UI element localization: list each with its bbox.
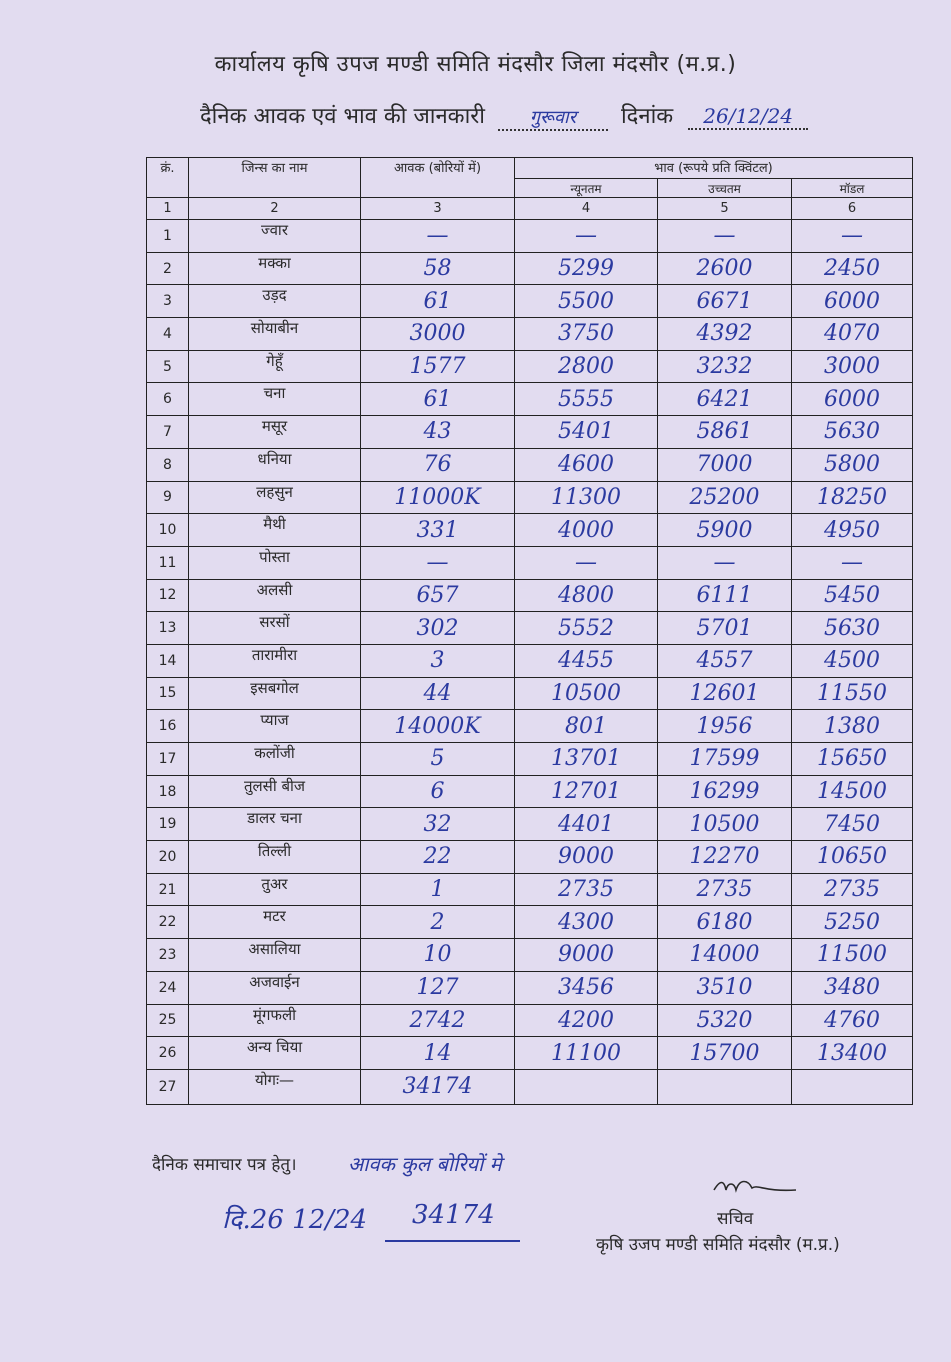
min-price: 10500	[515, 677, 658, 710]
footer-note: दैनिक समाचार पत्र हेतु।	[152, 1155, 297, 1175]
handwritten-underline	[385, 1240, 520, 1242]
commodity-name: गेहूँ	[189, 350, 361, 383]
header-commodity: जिन्स का नाम	[189, 158, 361, 198]
modal-price: 10650	[792, 841, 913, 874]
min-price: 5552	[515, 612, 658, 645]
arrival-value: 61	[361, 285, 515, 318]
table-row	[147, 514, 913, 547]
modal-price: 3480	[792, 971, 913, 1004]
modal-price: 15650	[792, 743, 913, 776]
table-row	[147, 710, 913, 743]
row-sn: 26	[147, 1037, 189, 1070]
row-sn: 18	[147, 775, 189, 808]
table-row	[147, 743, 913, 776]
commodity-name: पोस्ता	[189, 546, 361, 579]
max-price: 16299	[658, 775, 792, 808]
max-price: —	[658, 220, 792, 253]
table-row	[147, 939, 913, 972]
commodity-name: तिल्ली	[189, 841, 361, 874]
max-price: 12601	[658, 677, 792, 710]
max-price: 5701	[658, 612, 792, 645]
modal-price: 7450	[792, 808, 913, 841]
commodity-name: सरसों	[189, 612, 361, 645]
commodity-name: मैथी	[189, 514, 361, 547]
commodity-name: मक्का	[189, 252, 361, 285]
signatory-office: कृषि उजप मण्डी समिति मंदसौर (म.प्र.)	[596, 1235, 840, 1255]
empty-cell	[658, 1069, 792, 1104]
max-price: 3510	[658, 971, 792, 1004]
table-row	[147, 1004, 913, 1037]
min-price: 5299	[515, 252, 658, 285]
table-row	[147, 252, 913, 285]
row-sn: 8	[147, 448, 189, 481]
table-row	[147, 971, 913, 1004]
header-modal: मॉडल	[792, 179, 913, 198]
modal-price: 18250	[792, 481, 913, 514]
date-label: दिनांक	[620, 104, 674, 129]
max-price: 5861	[658, 416, 792, 449]
commodity-name: कलोंजी	[189, 743, 361, 776]
table-row	[147, 677, 913, 710]
commodity-name: मटर	[189, 906, 361, 939]
arrival-value: 14	[361, 1037, 515, 1070]
row-sn: 25	[147, 1004, 189, 1037]
header-min: न्यूनतम	[515, 179, 658, 198]
commodity-name: इसबगोल	[189, 677, 361, 710]
arrival-value: 1577	[361, 350, 515, 383]
table-row	[147, 841, 913, 874]
header-sn: क्रं.	[147, 158, 189, 198]
max-price: 10500	[658, 808, 792, 841]
min-price: 2735	[515, 873, 658, 906]
arrival-value: 43	[361, 416, 515, 449]
row-sn: 9	[147, 481, 189, 514]
max-price: 6421	[658, 383, 792, 416]
row-sn: 4	[147, 318, 189, 351]
row-sn: 5	[147, 350, 189, 383]
row-sn: 12	[147, 579, 189, 612]
table-row	[147, 383, 913, 416]
arrival-value: 6	[361, 775, 515, 808]
arrival-value: 11000K	[361, 481, 515, 514]
arrival-value: 2	[361, 906, 515, 939]
modal-price: 13400	[792, 1037, 913, 1070]
min-price: 9000	[515, 841, 658, 874]
table-row	[147, 1037, 913, 1070]
commodity-name: मूंगफली	[189, 1004, 361, 1037]
modal-price: 4760	[792, 1004, 913, 1037]
max-price: 6111	[658, 579, 792, 612]
min-price: 3456	[515, 971, 658, 1004]
row-sn: 19	[147, 808, 189, 841]
row-sn: 3	[147, 285, 189, 318]
office-title: कार्यालय कृषि उपज मण्डी समिति मंदसौर जिला मंदसौर (म.प्र.)	[214, 52, 737, 77]
min-price: 4401	[515, 808, 658, 841]
modal-price: 5630	[792, 612, 913, 645]
handwritten-total: 34174	[412, 1200, 495, 1230]
modal-price: 5800	[792, 448, 913, 481]
table-row	[147, 448, 913, 481]
row-sn: 7	[147, 416, 189, 449]
table-row	[147, 906, 913, 939]
report-subtitle	[200, 100, 808, 131]
max-price: 5900	[658, 514, 792, 547]
commodity-name: अलसी	[189, 579, 361, 612]
min-price: 4300	[515, 906, 658, 939]
min-price: 5500	[515, 285, 658, 318]
min-price: 4000	[515, 514, 658, 547]
arrival-value: —	[361, 220, 515, 253]
arrival-value: 76	[361, 448, 515, 481]
max-price: 4392	[658, 318, 792, 351]
arrival-value: 10	[361, 939, 515, 972]
handwritten-date: दि.26 12/24	[222, 1205, 368, 1235]
modal-price: 11550	[792, 677, 913, 710]
row-sn: 13	[147, 612, 189, 645]
arrival-value: 127	[361, 971, 515, 1004]
table-row	[147, 285, 913, 318]
arrival-value: 14000K	[361, 710, 515, 743]
handwritten-arrival-label: आवक कुल बोरियों मे	[348, 1152, 502, 1176]
max-price: 14000	[658, 939, 792, 972]
commodity-name: धनिया	[189, 448, 361, 481]
row-sn: 2	[147, 252, 189, 285]
commodity-name: ज्वार	[189, 220, 361, 253]
arrival-value: 58	[361, 252, 515, 285]
max-price: 5320	[658, 1004, 792, 1037]
row-sn: 1	[147, 220, 189, 253]
report-date: 26/12/24	[688, 104, 808, 130]
report-day: गुरूवार	[498, 105, 608, 131]
col-number: 1	[147, 198, 189, 220]
commodity-name: अन्य चिया	[189, 1037, 361, 1070]
min-price: 5555	[515, 383, 658, 416]
arrival-value: 331	[361, 514, 515, 547]
column-number-row	[147, 198, 913, 220]
max-price: 25200	[658, 481, 792, 514]
signature-mark	[712, 1176, 798, 1198]
col-number: 6	[792, 198, 913, 220]
rates-table	[146, 157, 913, 1105]
arrival-value: 3000	[361, 318, 515, 351]
total-arrival: 34174	[361, 1069, 515, 1104]
modal-price: 4500	[792, 644, 913, 677]
min-price: 4800	[515, 579, 658, 612]
row-sn: 11	[147, 546, 189, 579]
arrival-value: —	[361, 546, 515, 579]
max-price: 1956	[658, 710, 792, 743]
max-price: 2735	[658, 873, 792, 906]
modal-price: 11500	[792, 939, 913, 972]
commodity-name: प्याज	[189, 710, 361, 743]
col-number: 5	[658, 198, 792, 220]
row-sn: 14	[147, 644, 189, 677]
modal-price: —	[792, 546, 913, 579]
table-row	[147, 318, 913, 351]
signatory-title: सचिव	[717, 1209, 754, 1229]
modal-price: 5630	[792, 416, 913, 449]
max-price: 6671	[658, 285, 792, 318]
row-sn: 17	[147, 743, 189, 776]
max-price: 12270	[658, 841, 792, 874]
row-sn: 24	[147, 971, 189, 1004]
arrival-value: 61	[361, 383, 515, 416]
total-label: योगः—	[189, 1069, 361, 1104]
row-sn: 10	[147, 514, 189, 547]
max-price: 7000	[658, 448, 792, 481]
min-price: —	[515, 546, 658, 579]
min-price: 12701	[515, 775, 658, 808]
max-price: 15700	[658, 1037, 792, 1070]
commodity-name: अजवाईन	[189, 971, 361, 1004]
commodity-name: लहसुन	[189, 481, 361, 514]
table-row	[147, 579, 913, 612]
row-sn: 22	[147, 906, 189, 939]
modal-price: 4070	[792, 318, 913, 351]
modal-price: 6000	[792, 383, 913, 416]
row-sn: 23	[147, 939, 189, 972]
commodity-name: मसूर	[189, 416, 361, 449]
min-price: —	[515, 220, 658, 253]
min-price: 3750	[515, 318, 658, 351]
modal-price: —	[792, 220, 913, 253]
row-sn: 21	[147, 873, 189, 906]
max-price: 3232	[658, 350, 792, 383]
commodity-name: सोयाबीन	[189, 318, 361, 351]
table-row	[147, 481, 913, 514]
arrival-value: 657	[361, 579, 515, 612]
arrival-value: 1	[361, 873, 515, 906]
commodity-name: उड़द	[189, 285, 361, 318]
arrival-value: 3	[361, 644, 515, 677]
table-row	[147, 612, 913, 645]
table-row	[147, 416, 913, 449]
modal-price: 5450	[792, 579, 913, 612]
min-price: 11100	[515, 1037, 658, 1070]
modal-price: 3000	[792, 350, 913, 383]
max-price: —	[658, 546, 792, 579]
commodity-name: असालिया	[189, 939, 361, 972]
header-max: उच्चतम	[658, 179, 792, 198]
total-row	[147, 1069, 913, 1104]
min-price: 4200	[515, 1004, 658, 1037]
table-row	[147, 350, 913, 383]
commodity-name: चना	[189, 383, 361, 416]
table-row	[147, 808, 913, 841]
row-sn: 6	[147, 383, 189, 416]
modal-price: 1380	[792, 710, 913, 743]
table-row	[147, 775, 913, 808]
empty-cell	[515, 1069, 658, 1104]
header-price-group: भाव (रूपये प्रति क्विंटल)	[515, 158, 913, 179]
col-number: 3	[361, 198, 515, 220]
arrival-value: 2742	[361, 1004, 515, 1037]
arrival-value: 5	[361, 743, 515, 776]
subtitle-prefix: दैनिक आवक एवं भाव की जानकारी	[200, 104, 485, 129]
max-price: 17599	[658, 743, 792, 776]
table-row	[147, 546, 913, 579]
arrival-value: 32	[361, 808, 515, 841]
commodity-name: डालर चना	[189, 808, 361, 841]
table-row	[147, 644, 913, 677]
min-price: 801	[515, 710, 658, 743]
modal-price: 2735	[792, 873, 913, 906]
total-sn: 27	[147, 1069, 189, 1104]
row-sn: 20	[147, 841, 189, 874]
modal-price: 2450	[792, 252, 913, 285]
commodity-name: तुलसी बीज	[189, 775, 361, 808]
modal-price: 5250	[792, 906, 913, 939]
min-price: 13701	[515, 743, 658, 776]
min-price: 9000	[515, 939, 658, 972]
empty-cell	[792, 1069, 913, 1104]
row-sn: 16	[147, 710, 189, 743]
min-price: 5401	[515, 416, 658, 449]
modal-price: 6000	[792, 285, 913, 318]
min-price: 11300	[515, 481, 658, 514]
max-price: 6180	[658, 906, 792, 939]
min-price: 2800	[515, 350, 658, 383]
table-row	[147, 873, 913, 906]
min-price: 4455	[515, 644, 658, 677]
row-sn: 15	[147, 677, 189, 710]
col-number: 2	[189, 198, 361, 220]
commodity-name: तुअर	[189, 873, 361, 906]
commodity-name: तारामीरा	[189, 644, 361, 677]
max-price: 2600	[658, 252, 792, 285]
table-row	[147, 220, 913, 253]
arrival-value: 22	[361, 841, 515, 874]
col-number: 4	[515, 198, 658, 220]
arrival-value: 302	[361, 612, 515, 645]
min-price: 4600	[515, 448, 658, 481]
header-arrival: आवक (बोरियों में)	[361, 158, 515, 198]
max-price: 4557	[658, 644, 792, 677]
arrival-value: 44	[361, 677, 515, 710]
modal-price: 4950	[792, 514, 913, 547]
modal-price: 14500	[792, 775, 913, 808]
